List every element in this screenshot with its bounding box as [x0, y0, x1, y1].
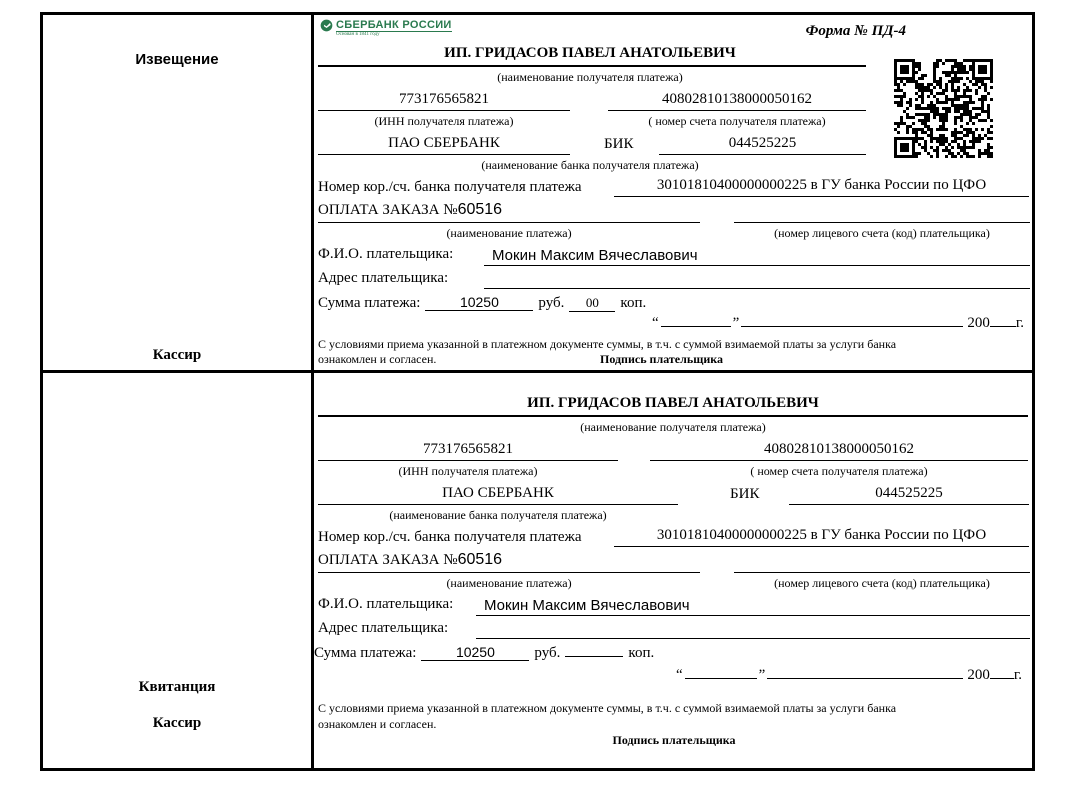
payer-name-value: Мокин Максим Вячеславович: [492, 247, 698, 264]
date-month-blank: [741, 313, 963, 327]
recipient-caption: (наименование получателя платежа): [497, 70, 683, 84]
pd4-form-table: [40, 12, 1035, 771]
quote-open: “: [652, 315, 659, 331]
recipient-name-underline: [318, 415, 1028, 417]
bik-label: БИК: [730, 486, 760, 502]
recipient-name-underline: [318, 65, 866, 67]
bik-underline: [659, 154, 866, 155]
personal-account-caption: (номер лицевого счета (код) плательщика): [774, 226, 990, 240]
inn-underline: [318, 110, 570, 111]
kopeck-value: [565, 656, 623, 657]
cashier-label: Кассир: [152, 347, 202, 363]
corr-account-underline: [614, 546, 1029, 547]
notice-stub-cell: [43, 15, 314, 370]
personal-account-line: [734, 572, 1030, 573]
address-label: Адрес плательщика:: [318, 270, 449, 286]
address-underline: [476, 638, 1030, 639]
year-blank: [990, 313, 1016, 327]
quote-close: ”: [758, 667, 766, 683]
amount-label: Сумма платежа:: [318, 295, 421, 311]
date-day-blank: [661, 313, 731, 327]
receipt-label: Квитанция: [138, 679, 216, 695]
account-underline: [608, 110, 866, 111]
inn-value: 773176565821: [423, 441, 513, 457]
payer-name-underline: [476, 615, 1030, 616]
agreement-line2: ознакомлен и согласен.: [318, 717, 437, 731]
date-line: [650, 313, 1024, 332]
recipient-name: ИП. ГРИДАСОВ ПАВЕЛ АНАТОЛЬЕВИЧ: [444, 45, 736, 61]
corr-account-value: 30101810400000000225 в ГУ банка России по ЦФО: [656, 527, 987, 543]
receipt-stub-cell: [43, 373, 314, 768]
payment-name-prefix: ОПЛАТА ЗАКАЗА №: [318, 202, 458, 218]
bank-caption: (наименование банка получателя платежа): [389, 508, 607, 522]
corr-account-label: Номер кор./сч. банка получателя платежа: [318, 179, 582, 195]
agreement-line1: С условиями приема указанной в платежном документе суммы, в т.ч. с суммой взимаемой платы за услуги банка: [318, 701, 897, 715]
bank-name: ПАО СБЕРБАНК: [442, 485, 554, 501]
bank-name-underline: [318, 504, 678, 505]
kopeck-value: 00: [569, 295, 615, 312]
payment-name: [318, 201, 502, 219]
order-number: 60516: [457, 201, 503, 218]
amount-value: 10250: [425, 294, 533, 311]
inn-value: 773176565821: [399, 91, 489, 107]
corr-account-label: Номер кор./сч. банка получателя платежа: [318, 529, 582, 545]
account-value: 40802810138000050162: [662, 91, 812, 107]
amount-label: Сумма платежа:: [314, 645, 417, 661]
sberbank-logo-icon: [320, 19, 333, 32]
year-blank: [990, 665, 1014, 679]
year-suffix: г.: [1013, 667, 1023, 683]
payment-name-underline: [318, 222, 700, 223]
date-line: [674, 665, 1022, 684]
corr-account-value: 30101810400000000225 в ГУ банка России по ЦФО: [656, 177, 987, 193]
agreement-line2: ознакомлен и согласен.: [318, 352, 437, 366]
amount-row: [318, 294, 646, 312]
corr-account-underline: [614, 196, 1029, 197]
account-underline: [650, 460, 1028, 461]
bik-value: 044525225: [728, 135, 797, 151]
bank-caption: (наименование банка получателя платежа): [481, 158, 699, 172]
inn-underline: [318, 460, 618, 461]
form-code: Форма № ПД-4: [805, 23, 906, 39]
receipt-main-cell: [314, 373, 1032, 768]
notice-section: [43, 15, 1032, 373]
sberbank-logo-tagline: Основан в 1841 году: [336, 32, 380, 37]
address-label: Адрес плательщика:: [318, 620, 449, 636]
amount-value: 10250: [421, 644, 529, 661]
cashier-label: Кассир: [152, 715, 202, 731]
payment-name-underline: [318, 572, 700, 573]
order-number: 60516: [457, 551, 503, 568]
year-prefix: 200: [967, 315, 990, 331]
date-month-blank: [767, 665, 963, 679]
kop-label: коп.: [620, 295, 647, 311]
payment-caption: (наименование платежа): [446, 576, 572, 590]
personal-account-caption: (номер лицевого счета (код) плательщика): [774, 576, 990, 590]
account-caption: ( номер счета получателя платежа): [750, 464, 928, 478]
account-value: 40802810138000050162: [764, 441, 914, 457]
inn-caption: (ИНН получателя платежа): [398, 464, 538, 478]
recipient-caption: (наименование получателя платежа): [580, 420, 766, 434]
signature-label: Подпись плательщика: [600, 352, 723, 366]
bank-name: ПАО СБЕРБАНК: [388, 135, 500, 151]
sberbank-logo-name: СБЕРБАНК РОССИИ: [336, 19, 452, 31]
inn-caption: (ИНН получателя платежа): [374, 114, 514, 128]
notice-label: Извещение: [135, 51, 219, 68]
recipient-name: ИП. ГРИДАСОВ ПАВЕЛ АНАТОЛЬЕВИЧ: [527, 395, 819, 411]
qr-code: [894, 59, 993, 158]
payment-caption: (наименование платежа): [446, 226, 572, 240]
payer-name-value: Мокин Максим Вячеславович: [484, 597, 690, 614]
personal-account-line: [734, 222, 1030, 223]
payer-name-label: Ф.И.О. плательщика:: [318, 596, 454, 612]
kop-label: коп.: [628, 645, 655, 661]
rub-label: руб.: [538, 295, 565, 311]
payment-name: [318, 551, 502, 569]
bik-value: 044525225: [875, 485, 943, 501]
bik-label: БИК: [604, 136, 634, 152]
sberbank-logo-text: [336, 19, 452, 38]
rub-label: руб.: [534, 645, 561, 661]
year-prefix: 200: [967, 667, 990, 683]
sberbank-logo: [320, 19, 452, 38]
payer-name-label: Ф.И.О. плательщика:: [318, 246, 454, 262]
account-caption: ( номер счета получателя платежа): [648, 114, 826, 128]
year-suffix: г.: [1015, 315, 1025, 331]
amount-row: [314, 644, 654, 662]
payer-name-underline: [484, 265, 1030, 266]
receipt-section: [43, 373, 1032, 768]
quote-close: ”: [732, 315, 740, 331]
notice-main-cell: [314, 15, 1032, 370]
agreement-line1: С условиями приема указанной в платежном документе суммы, в т.ч. с суммой взимаемой платы за услуги банка: [318, 337, 897, 351]
bank-name-underline: [318, 154, 570, 155]
date-day-blank: [685, 665, 757, 679]
address-underline: [484, 288, 1030, 289]
payment-name-prefix: ОПЛАТА ЗАКАЗА №: [318, 552, 458, 568]
signature-label: Подпись плательщика: [612, 733, 736, 747]
bik-underline: [789, 504, 1029, 505]
quote-open: “: [676, 667, 683, 683]
